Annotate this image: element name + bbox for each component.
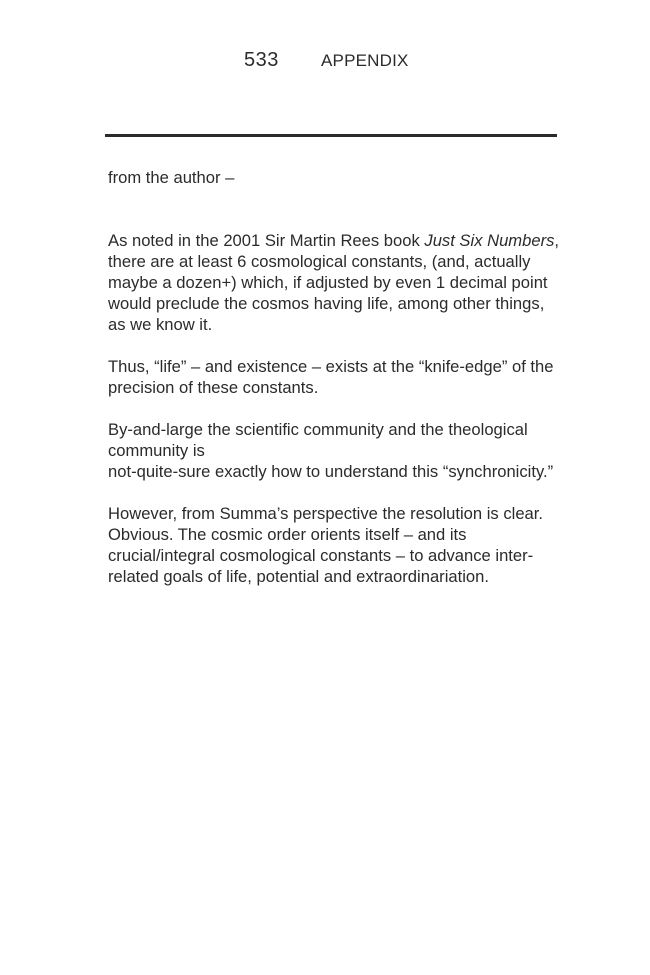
paragraph-3-line-2: not-quite-sure exactly how to understand this “synchronicity.” (108, 462, 554, 481)
page-header (0, 47, 650, 73)
paragraph-3 (108, 419, 560, 482)
intro-line: from the author – (108, 168, 235, 187)
book-title: Just Six Numbers (424, 231, 555, 250)
paragraph-1-before: As noted in the 2001 Sir Martin Rees book (108, 231, 425, 250)
paragraph-3-line-1: By-and-large the scientific community and the theological community is (108, 420, 528, 460)
section-title: APPENDIX (321, 51, 409, 70)
header-divider (105, 134, 557, 137)
paragraph-1-after: , there are at least 6 cosmological constants, (and, actually maybe a dozen+) which, if adjusted by even 1 decimal point would preclude the cosmos having life, among other things, as we know it. (108, 231, 560, 334)
page-number: 533 (244, 49, 279, 71)
body-text (108, 167, 560, 608)
paragraph-2: Thus, “life” – and existence – exists at the “knife-edge” of the precision of these constants. (108, 357, 554, 397)
paragraph-1 (108, 230, 560, 335)
paragraph-4: However, from Summa’s perspective the resolution is clear. Obvious. The cosmic order orients itself – and its crucial/integral cosmological constants – to advance inter-related goals of life, potential and extraordinariation. (108, 504, 544, 586)
